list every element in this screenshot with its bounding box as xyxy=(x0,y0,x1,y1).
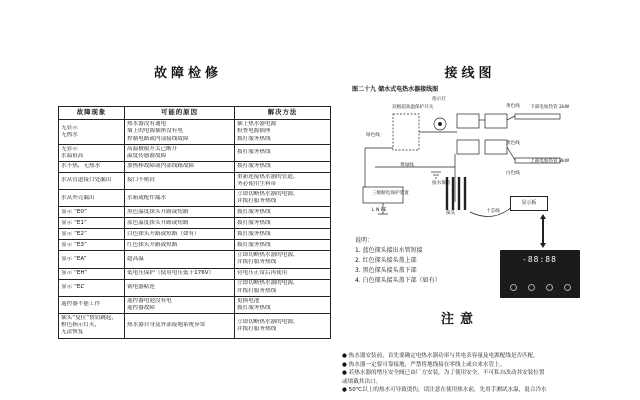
label-lower-heater: 下部电加热管 2kW xyxy=(530,105,570,110)
symptom-cell xyxy=(59,190,125,207)
page-title-troubleshooting: 故障检修 xyxy=(153,66,222,81)
cell-line: 拨打服务热线 xyxy=(237,149,271,156)
symptom-cell xyxy=(59,207,125,218)
cause-cell xyxy=(125,144,235,161)
symptom-cell xyxy=(59,313,125,338)
table-row xyxy=(59,251,331,268)
cell-line: 拨打服务热线 xyxy=(237,163,271,170)
display-board-box: 显示板 xyxy=(510,196,548,211)
cell-line: 无显示 xyxy=(61,124,78,131)
note-line: 4. 白色探头接头盖下部（如有） xyxy=(355,277,441,284)
solution-cell xyxy=(235,240,331,251)
cell-line: 插头“复位”按钮跳起， xyxy=(61,315,118,322)
cause-cell xyxy=(125,279,235,296)
terminal-block-4 xyxy=(485,140,507,154)
table-row xyxy=(59,207,331,218)
solution-cell xyxy=(235,161,331,172)
symptom-cell xyxy=(59,229,125,240)
label-ten-core: 十芯线 xyxy=(486,209,500,214)
label-upper-heater: 上部电加热管 3kW xyxy=(530,159,570,164)
cell-line: 立即切断热水器的电源， xyxy=(237,318,299,325)
symptom-cell xyxy=(59,251,125,268)
symptom-cell xyxy=(59,279,125,296)
troubleshooting-table xyxy=(58,106,331,339)
cell-line: 并拨打服务热线 xyxy=(237,198,277,205)
wiring-notes xyxy=(355,236,441,286)
cell-line: 务必使用生料带 xyxy=(237,181,277,188)
cause-cell xyxy=(125,240,235,251)
cause-cell xyxy=(125,229,235,240)
label-thermostat: 双极超高温保护开关 xyxy=(392,105,434,110)
cell-line: 控制电路或内部接线故障 xyxy=(127,135,189,142)
cause-cell xyxy=(125,207,235,218)
symptom-cell xyxy=(59,172,125,189)
cell-line: 拨打服务热线 xyxy=(237,304,271,311)
notice-title: 注意 xyxy=(440,312,479,327)
cell-line: 遥控器不能工作 xyxy=(61,301,101,308)
header-symptom: 故障现象 xyxy=(59,107,125,120)
cell-line: 拨打服务热线 xyxy=(237,208,271,215)
cell-line: 温度传感器故障 xyxy=(127,152,167,159)
solution-cell xyxy=(235,229,331,240)
table-row xyxy=(59,229,331,240)
cause-cell xyxy=(125,120,235,145)
cell-line: 显示 “EH” xyxy=(61,269,88,276)
cause-cell xyxy=(125,218,235,229)
cell-line: 水温很高 xyxy=(61,152,84,159)
cell-line: 插上热水器电源 xyxy=(237,121,277,128)
cell-line: 无热水 xyxy=(61,131,78,138)
page-title-wiring: 接线图 xyxy=(444,66,496,81)
cell-line: 锅电器粘连 xyxy=(127,284,155,291)
diagram-caption: 图二十九 储水式电热水器接线图 xyxy=(352,86,439,93)
cell-line: 白色探头开路或短路（如有） xyxy=(127,230,200,237)
cause-cell xyxy=(125,268,235,279)
cause-cell xyxy=(125,172,235,189)
cause-cell xyxy=(125,296,235,313)
table-row xyxy=(59,279,331,296)
table-row xyxy=(59,218,331,229)
cell-line: 超高温 xyxy=(127,255,144,262)
cause-cell xyxy=(125,313,235,338)
header-solution: 解决方法 xyxy=(235,107,331,120)
terminal-block-3 xyxy=(457,140,479,154)
symptom-cell xyxy=(59,120,125,145)
symptom-cell xyxy=(59,161,125,172)
cell-line: 显示 “EA” xyxy=(61,255,87,262)
label-lnpe: L N PE xyxy=(372,208,387,213)
cell-line: 水不热，无热水 xyxy=(61,163,101,170)
solution-cell xyxy=(235,172,331,189)
cell-line: 接口不密封 xyxy=(127,177,155,184)
label-lamp: 指示灯 xyxy=(432,97,446,102)
panel-button-2 xyxy=(528,284,535,291)
panel-button-1 xyxy=(510,284,517,291)
cell-line: 立即切断热水器的电源， xyxy=(237,252,299,259)
note-line: 1. 蓝色探头接出水管短接 xyxy=(355,247,423,254)
label-yellow-green: 黄绿线 xyxy=(400,163,414,168)
panel-button-3 xyxy=(546,284,553,291)
lamp-center xyxy=(438,122,442,126)
solution-cell xyxy=(235,144,331,161)
label-plug: 三级断电保护装置 xyxy=(372,191,409,196)
cell-line: 黑色温度探头开路或短路 xyxy=(127,208,189,215)
symptom-cell xyxy=(59,296,125,313)
solution-cell xyxy=(235,251,331,268)
cell-line: 拨打服务热线 xyxy=(237,135,271,142)
solution-cell xyxy=(235,268,331,279)
notice-item: ● 热水器一定要可靠接地，严禁将地线接在零线上或自来水管上。 xyxy=(342,361,506,368)
panel-digits: -88:88 xyxy=(522,255,557,264)
cell-line: 待电压正常后再使用 xyxy=(237,269,288,276)
cell-line: 拨打服务热线 xyxy=(237,241,271,248)
label-black: 黑色线 xyxy=(506,141,520,146)
cause-cell xyxy=(125,251,235,268)
cell-line: 立即切断热水器的电源， xyxy=(237,191,299,198)
cell-line: 显示 “E1” xyxy=(61,219,87,226)
notice-item: ● 50℃以上的热水可导致烫伤，请注意在使用热水前，先用手测试水温，混合冷水 xyxy=(342,387,547,394)
label-fuse: 接水保险 xyxy=(432,181,451,186)
solution-cell xyxy=(235,296,331,313)
symptom-cell xyxy=(59,144,125,161)
table-row xyxy=(59,120,331,145)
cell-line: 显示 “E2” xyxy=(61,230,87,237)
table-row xyxy=(59,144,331,161)
cause-cell xyxy=(125,190,235,207)
cell-line: 显示 “E3” xyxy=(61,241,87,248)
cell-line: 拨打服务热线 xyxy=(237,230,271,237)
solution-cell xyxy=(235,279,331,296)
terminal-block-1 xyxy=(457,114,479,128)
label-green-wire: 绿色线 xyxy=(366,133,380,138)
table-row xyxy=(59,172,331,189)
cell-line: 拨打服务热线 xyxy=(237,219,271,226)
table-row xyxy=(59,313,331,338)
solution-cell xyxy=(235,218,331,229)
control-panel-image xyxy=(500,250,580,298)
cell-line: 检查电源插座 xyxy=(237,128,271,135)
header-cause: 可能的原因 xyxy=(125,107,235,120)
table-header-row xyxy=(59,107,331,120)
notice-item: ● 若热水器的增压安全阀已由厂方安装，为了使用安全，不可私自改动其安装位置 xyxy=(342,370,545,377)
cell-line: 墙上的电源插座没有电 xyxy=(127,128,183,135)
cell-line: 无显示 xyxy=(61,145,78,152)
notice-item: 或堵截其出口。 xyxy=(342,378,382,385)
solution-cell xyxy=(235,313,331,338)
table-row xyxy=(59,296,331,313)
cell-line: 并拨打服务热线 xyxy=(237,325,277,332)
note-line: 说明： xyxy=(355,237,374,244)
table-row xyxy=(59,161,331,172)
label-white: 白色线 xyxy=(506,171,520,176)
thermostat-box xyxy=(393,114,419,150)
cell-line: 加热棒故障或内部线路故障 xyxy=(127,163,195,170)
cell-line: 蓝色温度探头开路或短路 xyxy=(127,219,189,226)
lower-heater-tube xyxy=(515,114,560,119)
solution-cell xyxy=(235,207,331,218)
notice-list xyxy=(342,352,634,395)
double-arrow-icon xyxy=(540,214,546,248)
cell-line: 显示 “EL” xyxy=(61,284,85,291)
cell-line: 水箱或配件漏水 xyxy=(127,194,167,201)
cell-line: 更换电池 xyxy=(237,297,260,304)
notice-item: ● 热水器安装前，首先要确定电热水器功率与其电表容量及电源配线是否匹配。 xyxy=(342,353,539,359)
table-row xyxy=(59,268,331,279)
cell-line: 橙色指示灯灭， xyxy=(61,322,101,329)
cell-line: 水从管道接口处漏出 xyxy=(61,177,112,184)
cell-line: 热水器自身及外部接地系统异常 xyxy=(127,322,206,329)
cell-line: 并拨打服务热线 xyxy=(237,259,277,266)
cell-line: 重新连接热水器的管道， xyxy=(237,173,299,180)
terminal-block-2 xyxy=(485,114,507,128)
cell-line: 无法恢复 xyxy=(61,329,84,336)
symptom-cell xyxy=(59,218,125,229)
note-line: 2. 红色探头接头盖上部 xyxy=(355,257,417,264)
cell-line: 高温极限开关已断开 xyxy=(127,145,178,152)
cell-line: 遥控器故障 xyxy=(127,304,155,311)
table-row xyxy=(59,240,331,251)
cell-line: 立即切断热水器的电源， xyxy=(237,280,299,287)
symptom-cell xyxy=(59,240,125,251)
note-line: 3. 黑色探头接头盖下部 xyxy=(355,267,417,274)
cell-line: 热水器没有通电 xyxy=(127,121,167,128)
label-yellow: 黄色线 xyxy=(506,104,520,109)
table-row xyxy=(59,190,331,207)
cell-line: 显示 “E0” xyxy=(61,208,87,215)
symptom-cell xyxy=(59,268,125,279)
cell-line: 红色探头开路或短路 xyxy=(127,241,178,248)
solution-cell xyxy=(235,120,331,145)
panel-button-4 xyxy=(564,284,571,291)
cell-line: 水从外壳漏出 xyxy=(61,194,95,201)
cell-line: 并拨打服务热线 xyxy=(237,287,277,294)
label-probe: 探头 xyxy=(446,211,456,216)
cause-cell xyxy=(125,161,235,172)
cell-line: 遥控器电池没有电 xyxy=(127,297,172,304)
cell-line: 低电压保护（使用电压低于176V） xyxy=(127,269,215,276)
solution-cell xyxy=(235,190,331,207)
